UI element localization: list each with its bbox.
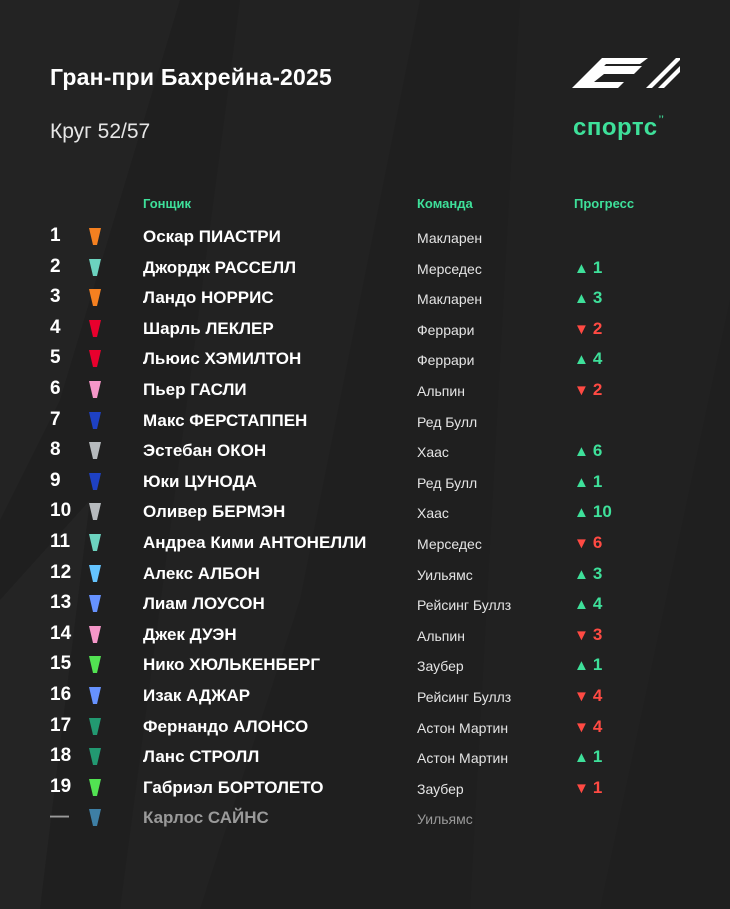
team-color-icon xyxy=(89,350,101,367)
table-row xyxy=(0,467,730,498)
table-row xyxy=(0,253,730,284)
team-color-icon xyxy=(89,534,101,551)
standings-table xyxy=(0,222,730,834)
driver-name: Андреа Кими АНТОНЕЛЛИ xyxy=(143,532,367,552)
team-color-icon xyxy=(89,442,101,459)
position: 14 xyxy=(50,622,72,644)
team-color-icon xyxy=(89,656,101,673)
progress-value: 4 xyxy=(592,716,603,736)
driver-name: Эстебан ОКОН xyxy=(143,441,267,461)
progress-value: 10 xyxy=(592,502,612,522)
driver-name: Алекс АЛБОН xyxy=(143,563,260,583)
progress-change xyxy=(574,380,602,400)
team-name: Альпин xyxy=(417,627,465,644)
driver-name: Нико ХЮЛЬКЕНБЕРГ xyxy=(143,655,321,675)
position: 1 xyxy=(50,225,61,246)
position: — xyxy=(50,806,69,828)
position: 4 xyxy=(50,316,61,338)
sports-logo-text: спортс xyxy=(573,114,658,141)
progress-value: 3 xyxy=(592,288,603,308)
progress-value: 1 xyxy=(592,655,603,675)
progress-value: 1 xyxy=(592,777,603,797)
team-color-icon xyxy=(89,381,101,398)
table-row xyxy=(0,681,730,712)
team-name: Заубер xyxy=(417,780,464,797)
driver-name: Юки ЦУНОДА xyxy=(143,471,257,491)
progress-change xyxy=(574,655,602,675)
table-row xyxy=(0,406,730,437)
column-header-driver: Гонщик xyxy=(143,196,191,211)
sports-logo-mark: ’’ xyxy=(658,114,665,124)
driver-name: Оливер БЕРМЭН xyxy=(143,502,286,522)
driver-name: Макс ФЕРСТАППЕН xyxy=(143,410,308,430)
driver-name: Изак АДЖАР xyxy=(143,685,251,705)
progress-change xyxy=(574,441,602,461)
driver-name: Ландо НОРРИС xyxy=(143,288,274,308)
position: 10 xyxy=(50,500,72,522)
table-row xyxy=(0,559,730,590)
arrow-down-icon: ▼ xyxy=(574,718,589,736)
arrow-up-icon: ▲ xyxy=(574,259,589,277)
progress-change xyxy=(574,747,602,767)
team-name: Мерседес xyxy=(417,535,482,552)
arrow-up-icon: ▲ xyxy=(574,290,589,308)
table-row xyxy=(0,222,730,253)
arrow-up-icon: ▲ xyxy=(574,351,589,369)
table-row xyxy=(0,436,730,467)
table-row xyxy=(0,375,730,406)
team-color-icon xyxy=(89,228,101,245)
team-color-icon xyxy=(89,626,101,643)
driver-name: Джордж РАССЕЛЛ xyxy=(143,257,297,277)
driver-name: Пьер ГАСЛИ xyxy=(143,379,247,399)
team-color-icon xyxy=(89,412,101,429)
progress-change xyxy=(574,625,602,645)
position: 17 xyxy=(50,714,72,736)
team-color-icon xyxy=(89,503,101,520)
team-name: Астон Мартин xyxy=(417,750,509,767)
progress-value: 3 xyxy=(592,624,603,644)
table-row xyxy=(0,742,730,773)
progress-value: 1 xyxy=(592,471,603,491)
progress-change xyxy=(574,227,578,247)
column-header-team: Команда xyxy=(417,196,473,211)
arrow-up-icon: ▲ xyxy=(574,657,589,675)
progress-change xyxy=(574,349,602,369)
progress-change xyxy=(574,288,602,308)
position: 11 xyxy=(50,530,71,552)
driver-name: Ланс СТРОЛЛ xyxy=(143,747,260,767)
progress-change xyxy=(574,717,602,737)
arrow-down-icon: ▼ xyxy=(574,381,589,399)
team-name: Альпин xyxy=(417,382,465,399)
table-row xyxy=(0,528,730,559)
arrow-down-icon: ▼ xyxy=(574,534,589,552)
team-color-icon xyxy=(89,259,101,276)
team-color-icon xyxy=(89,595,101,612)
column-header-progress: Прогресс xyxy=(574,196,635,211)
progress-value: 2 xyxy=(592,379,603,399)
table-row xyxy=(0,314,730,345)
team-name: Уильямс xyxy=(417,566,473,583)
position: 13 xyxy=(50,592,72,614)
f1-logo-icon xyxy=(572,58,680,88)
progress-value: 3 xyxy=(592,563,603,583)
progress-value: 6 xyxy=(592,441,603,461)
team-name: Ред Булл xyxy=(417,413,478,430)
progress-change xyxy=(574,502,612,522)
progress-change xyxy=(574,778,602,798)
position: 8 xyxy=(50,439,61,461)
table-row xyxy=(0,620,730,651)
team-name: Уильямс xyxy=(417,811,473,828)
team-color-icon xyxy=(89,809,101,826)
arrow-down-icon: ▼ xyxy=(574,687,589,705)
team-color-icon xyxy=(89,779,101,796)
team-name: Заубер xyxy=(417,658,464,675)
progress-change xyxy=(574,594,602,614)
lap-counter: Круг 52/57 xyxy=(50,120,151,143)
table-row xyxy=(0,773,730,804)
team-name: Рейсинг Буллз xyxy=(417,688,512,705)
team-name: Макларен xyxy=(417,291,483,308)
table-row xyxy=(0,589,730,620)
driver-name: Джек ДУЭН xyxy=(143,624,237,644)
team-name: Макларен xyxy=(417,230,483,246)
page-title: Гран-при Бахрейна-2025 xyxy=(50,64,333,90)
arrow-up-icon: ▲ xyxy=(574,749,589,767)
team-name: Хаас xyxy=(417,505,449,522)
team-name: Феррари xyxy=(417,321,475,338)
arrow-up-icon: ▲ xyxy=(574,443,589,461)
arrow-up-icon: ▲ xyxy=(574,504,589,522)
arrow-up-icon: ▲ xyxy=(574,473,589,491)
progress-value: 4 xyxy=(592,594,603,614)
position: 18 xyxy=(50,745,72,767)
driver-name: Карлос САЙНС xyxy=(143,808,269,828)
progress-change xyxy=(574,808,578,828)
position: 6 xyxy=(50,377,61,399)
arrow-up-icon: ▲ xyxy=(574,596,589,614)
arrow-down-icon: ▼ xyxy=(574,320,589,338)
position: 9 xyxy=(50,469,61,491)
arrow-up-icon: ▲ xyxy=(574,565,589,583)
team-color-icon xyxy=(89,748,101,765)
table-row xyxy=(0,803,730,834)
driver-name: Лиам ЛОУСОН xyxy=(143,594,265,614)
progress-value: 4 xyxy=(592,685,603,705)
position: 16 xyxy=(50,683,72,705)
position: 5 xyxy=(50,347,61,369)
team-color-icon xyxy=(89,687,101,704)
sports-logo xyxy=(573,114,664,142)
table-row xyxy=(0,497,730,528)
progress-change xyxy=(574,686,602,706)
team-color-icon xyxy=(89,565,101,582)
progress-change xyxy=(574,533,602,553)
progress-change xyxy=(574,411,578,431)
table-row xyxy=(0,650,730,681)
progress-value: 2 xyxy=(592,318,603,338)
table-row xyxy=(0,283,730,314)
table-row xyxy=(0,344,730,375)
team-color-icon xyxy=(89,473,101,490)
progress-value: 1 xyxy=(592,257,603,277)
arrow-down-icon: ▼ xyxy=(574,779,589,797)
team-color-icon xyxy=(89,320,101,337)
team-name: Мерседес xyxy=(417,260,482,277)
position: 2 xyxy=(50,255,61,277)
progress-change xyxy=(574,319,602,339)
team-color-icon xyxy=(89,718,101,735)
progress-change xyxy=(574,564,602,584)
arrow-down-icon: ▼ xyxy=(574,626,589,644)
driver-name: Оскар ПИАСТРИ xyxy=(143,227,281,246)
driver-name: Фернандо АЛОНСО xyxy=(143,716,309,736)
team-name: Ред Булл xyxy=(417,474,478,491)
progress-change xyxy=(574,258,602,278)
team-name: Феррари xyxy=(417,352,475,369)
position: 15 xyxy=(50,653,72,675)
position: 7 xyxy=(50,408,61,430)
driver-name: Льюис ХЭМИЛТОН xyxy=(143,349,302,369)
team-name: Рейсинг Буллз xyxy=(417,597,512,614)
team-name: Астон Мартин xyxy=(417,719,509,736)
table-row xyxy=(0,712,730,743)
position: 12 xyxy=(50,561,72,583)
progress-value: 6 xyxy=(592,532,603,552)
driver-name: Габриэл БОРТОЛЕТО xyxy=(143,777,324,797)
progress-value: 4 xyxy=(592,349,603,369)
position: 19 xyxy=(50,775,72,797)
team-color-icon xyxy=(89,289,101,306)
progress-value: 1 xyxy=(592,747,603,767)
progress-change xyxy=(574,472,602,492)
position: 3 xyxy=(50,286,61,308)
team-name: Хаас xyxy=(417,444,449,461)
driver-name: Шарль ЛЕКЛЕР xyxy=(143,318,274,338)
